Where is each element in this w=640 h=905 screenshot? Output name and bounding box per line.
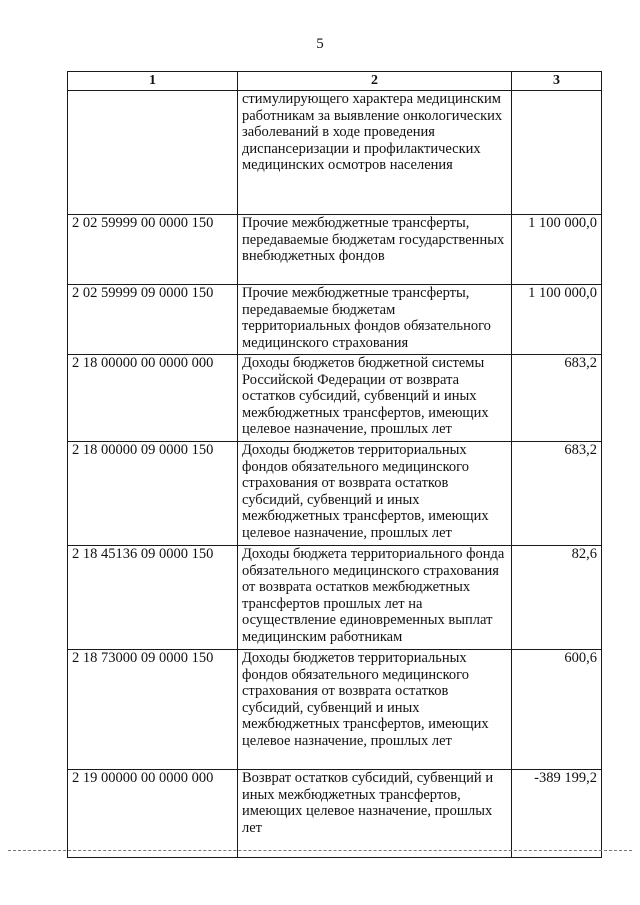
table-row xyxy=(68,91,602,215)
column-header-3: 3 xyxy=(512,72,602,91)
row-code: 2 18 73000 09 0000 150 xyxy=(68,650,238,770)
row-amount xyxy=(512,91,602,215)
row-name: Прочие межбюджетные трансферты, передаваемые бюджетам территориальных фондов обязательного медицинского страхования xyxy=(238,285,512,355)
row-name: Доходы бюджетов бюджетной системы Российской Федерации от возврата остатков субсидий, субвенций и иных межбюджетных трансфертов, имеющих целевое назначение, прошлых лет xyxy=(238,355,512,442)
table-row xyxy=(68,546,602,650)
row-amount: 683,2 xyxy=(512,355,602,442)
row-name: Доходы бюджета территориального фонда обязательного медицинского страхования от возврата остатков межбюджетных трансфертов прошлых лет на осуществление единовременных выплат медицинским работникам xyxy=(238,546,512,650)
row-amount: 683,2 xyxy=(512,442,602,546)
page-number: 5 xyxy=(316,36,324,52)
row-code: 2 19 00000 00 0000 000 xyxy=(68,770,238,858)
row-code xyxy=(68,91,238,215)
row-code: 2 18 00000 09 0000 150 xyxy=(68,442,238,546)
row-code: 2 02 59999 09 0000 150 xyxy=(68,285,238,355)
table-row xyxy=(68,355,602,442)
row-name: Доходы бюджетов территориальных фондов обязательного медицинского страхования от возврата остатков субсидий, субвенций и иных межбюджетных трансфертов, имеющих целевое назначение, прошлых лет xyxy=(238,650,512,770)
column-header-2: 2 xyxy=(238,72,512,91)
row-code: 2 18 00000 00 0000 000 xyxy=(68,355,238,442)
row-name: Возврат остатков субсидий, субвенций и иных межбюджетных трансфертов, имеющих целевое назначение, прошлых лет xyxy=(238,770,512,858)
budget-revenue-table xyxy=(67,71,602,858)
table-header-row xyxy=(68,72,602,91)
page-bottom-rule xyxy=(8,850,632,851)
table-row xyxy=(68,442,602,546)
column-header-1: 1 xyxy=(68,72,238,91)
row-amount: 1 100 000,0 xyxy=(512,215,602,285)
table-row xyxy=(68,770,602,858)
row-amount: 1 100 000,0 xyxy=(512,285,602,355)
row-name: стимулирующего характера медицинским работникам за выявление онкологических заболеваний в ходе проведения диспансеризации и профилактических медицинских осмотров населения xyxy=(238,91,512,215)
row-amount: 600,6 xyxy=(512,650,602,770)
row-code: 2 18 45136 09 0000 150 xyxy=(68,546,238,650)
table-row xyxy=(68,215,602,285)
row-name: Прочие межбюджетные трансферты, передаваемые бюджетам государственных внебюджетных фондов xyxy=(238,215,512,285)
table-row xyxy=(68,650,602,770)
row-amount: -389 199,2 xyxy=(512,770,602,858)
row-amount: 82,6 xyxy=(512,546,602,650)
row-name: Доходы бюджетов территориальных фондов обязательного медицинского страхования от возврата остатков субсидий, субвенций и иных межбюджетных трансфертов, имеющих целевое назначение, прошлых лет xyxy=(238,442,512,546)
table-row xyxy=(68,285,602,355)
row-code: 2 02 59999 00 0000 150 xyxy=(68,215,238,285)
